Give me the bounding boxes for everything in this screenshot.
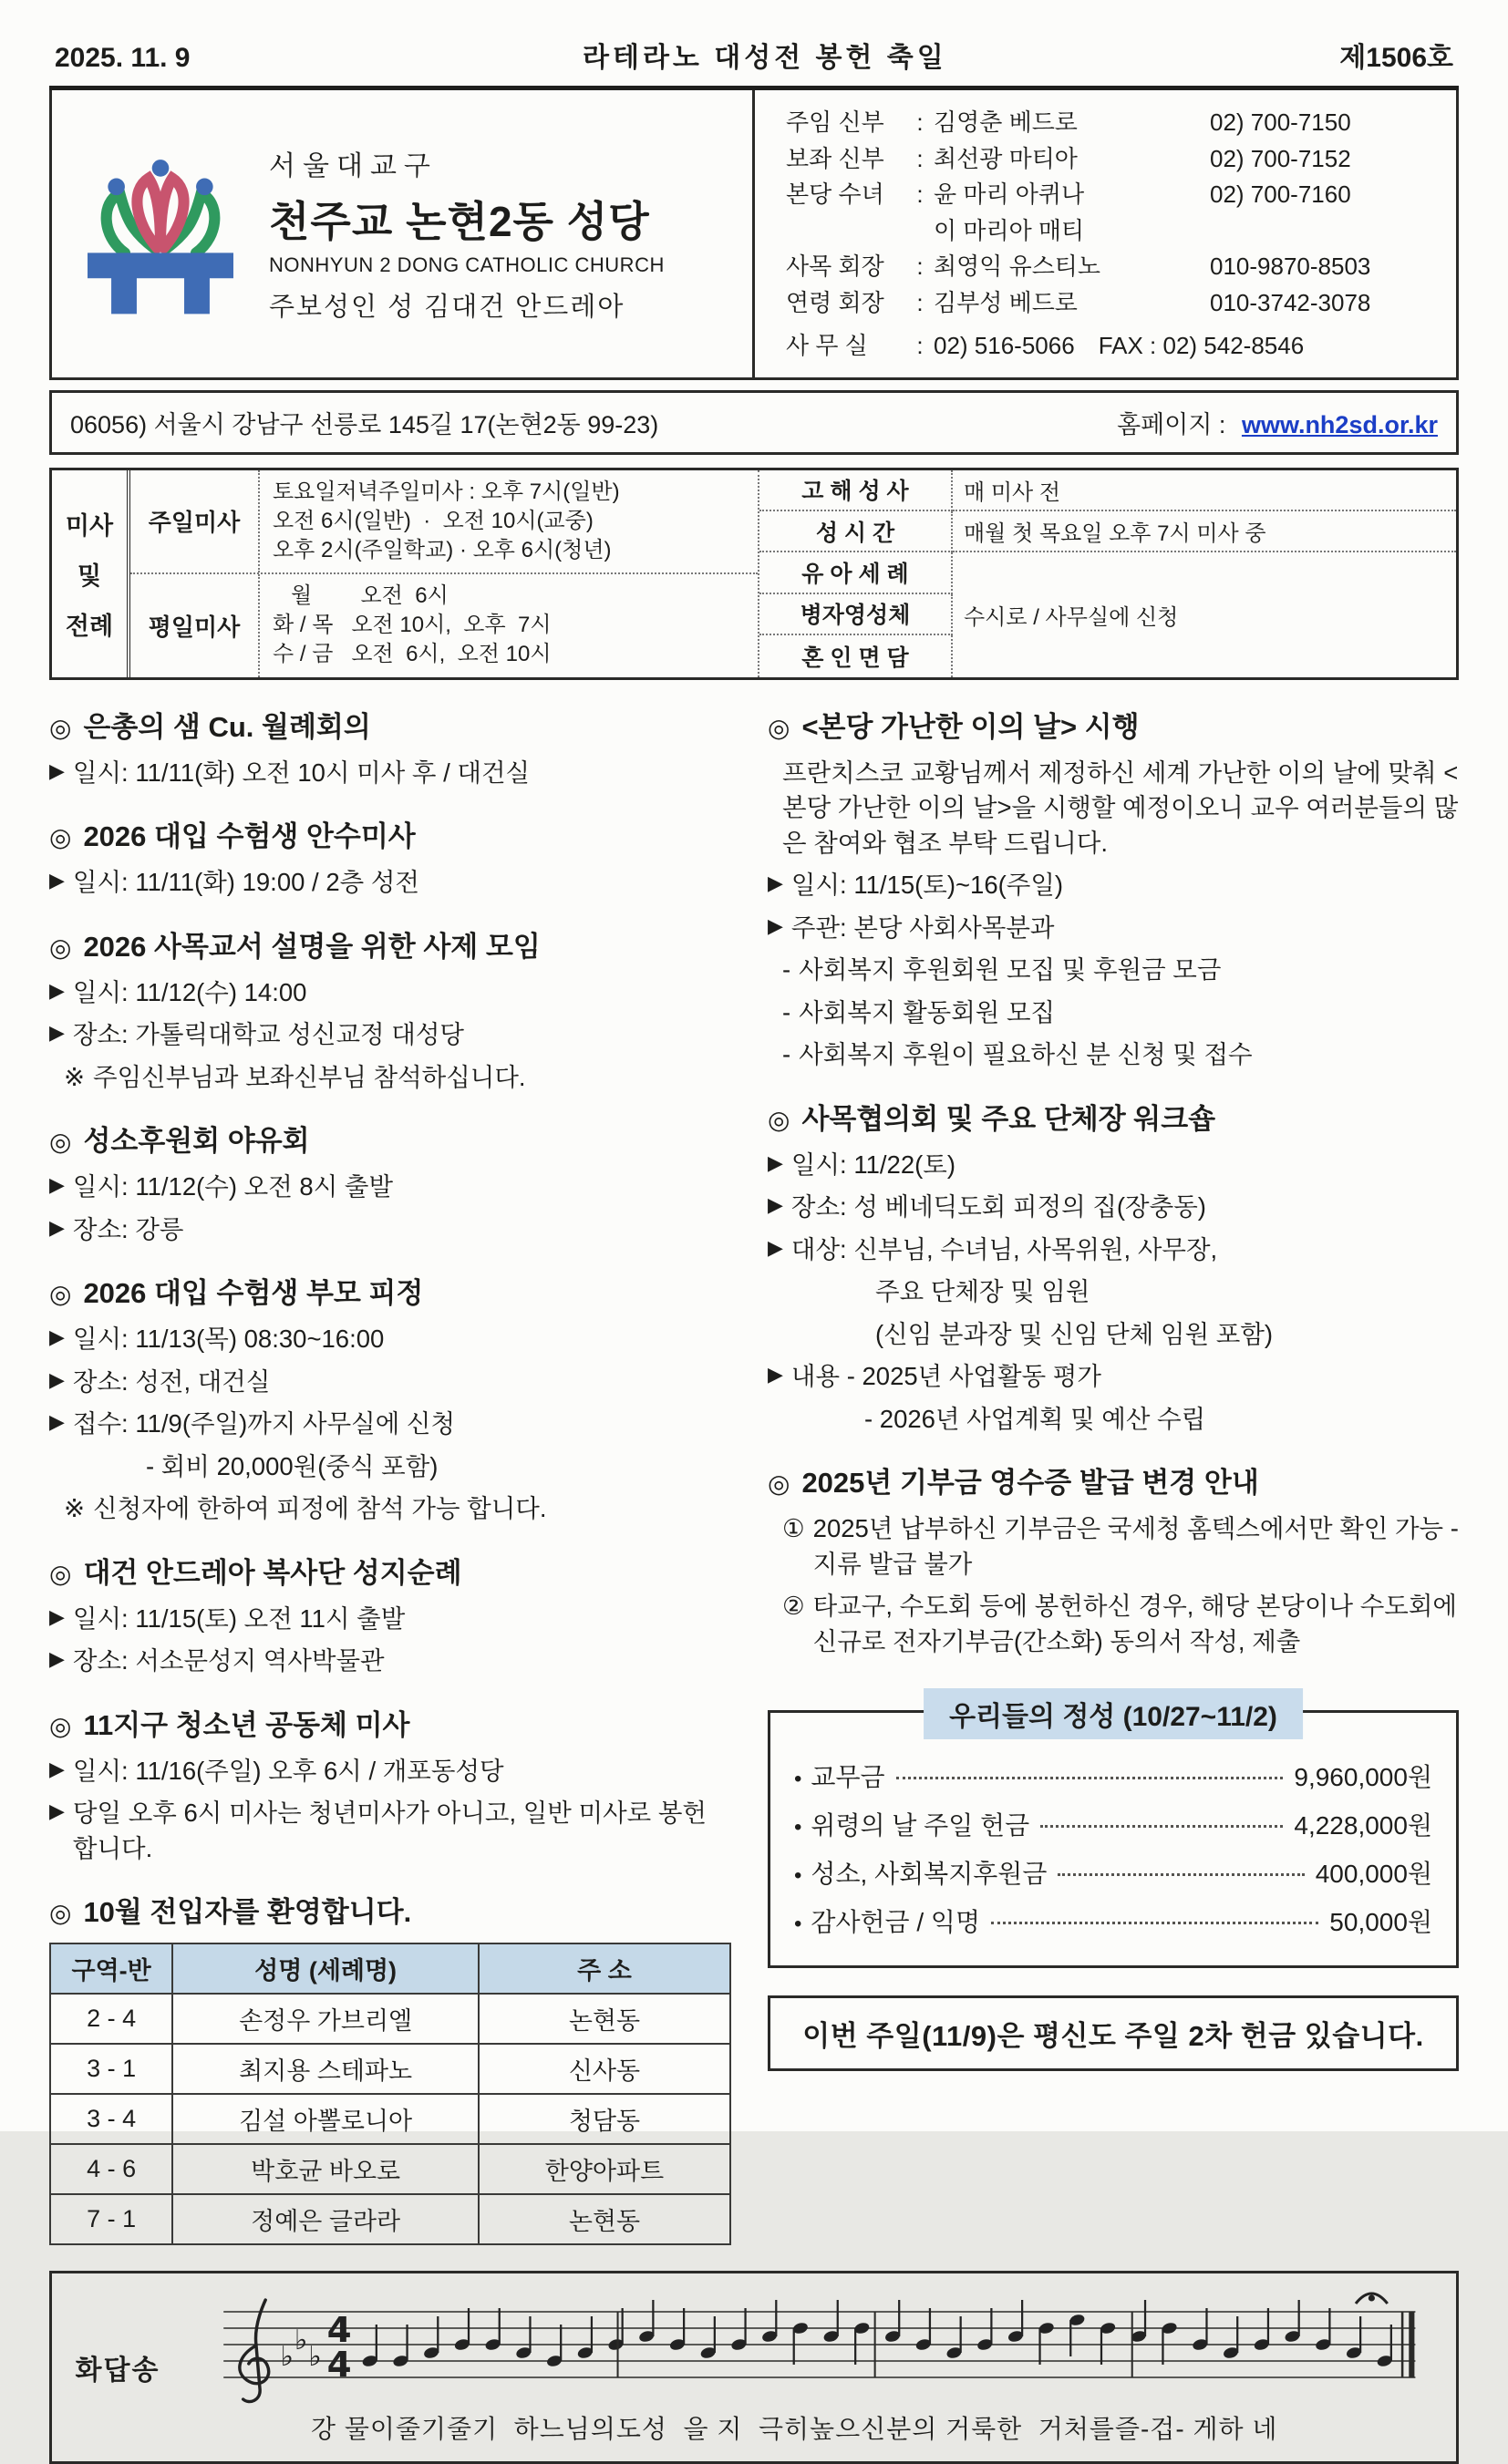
sacrament-label: 성 시 간: [759, 511, 953, 552]
line-text: 사회복지 활동회원 모집: [799, 997, 1056, 1026]
table-cell: 신사동: [479, 2044, 730, 2094]
offering-label: 성소, 사회복지후원금: [811, 1860, 1048, 1889]
line-marker-icon: ▶: [49, 758, 65, 782]
section-line: [768, 1359, 1459, 1395]
contact-colon: :: [916, 144, 924, 172]
section-line: [49, 1060, 731, 1096]
section-title: 2026 사목교서 설명을 위한 사제 모임: [83, 930, 541, 963]
offering-amount: 50,000원: [1329, 1908, 1432, 1937]
church-name-english: NONHYUN 2 DONG CATHOLIC CHURCH: [269, 253, 665, 277]
mass-time-line: 화 / 목 오전 10시, 오후 7시: [273, 613, 552, 638]
line-text: 장소: 성전, 대건실: [72, 1366, 271, 1396]
table-cell: 최지용 스테파노: [172, 2044, 479, 2094]
section-line: [768, 953, 1459, 988]
church-identity: [52, 90, 752, 377]
line-marker-icon: ▶: [49, 1757, 65, 1780]
table-cell: 정예은 글라라: [172, 2194, 479, 2244]
office-phone: 02) 516-5066: [934, 332, 1075, 360]
table-cell: 3 - 1: [50, 2044, 172, 2094]
line-marker-icon: ▶: [768, 913, 783, 937]
section-line: [49, 1322, 731, 1357]
contact-name: 윤 마리 아퀴나: [934, 180, 1085, 209]
sunday-mass-row: [130, 470, 758, 572]
section-line: [49, 1407, 731, 1442]
feast-title: 라테라노 대성전 봉헌 축일: [582, 43, 947, 73]
section-title: 10월 전입자를 환영합니다.: [83, 1896, 412, 1929]
line-marker-icon: ▶: [49, 1215, 65, 1239]
sacrament-label: 병자영성체: [759, 594, 953, 635]
line-text: 프란치스코 교황님께서 제정하신 세계 가난한 이의 날에 맞춰 <본당 가난한 이의 날>을 시행할 예정이오니 교우 여러분들의 많은 참여와 협조 부탁 드립니다.: [782, 758, 1459, 857]
line-marker-icon: ▶: [768, 1150, 783, 1174]
line-marker-icon: -: [782, 997, 791, 1026]
table-row: [50, 2144, 730, 2194]
contact-list: [752, 90, 1456, 377]
section-line: [49, 1170, 731, 1205]
dots-leader: [1058, 1873, 1304, 1876]
right-column: [768, 702, 1459, 2246]
bullet-icon: •: [794, 1767, 802, 1792]
section-line: [768, 756, 1459, 861]
section-line: [49, 1644, 731, 1679]
church-address: 06056) 서울시 강남구 선릉로 145길 17(논현2동 99-23): [70, 410, 659, 438]
section-line: [768, 1402, 1459, 1438]
offering-label: 감사헌금 / 익명: [811, 1908, 981, 1937]
contact-role: 보좌 신부: [786, 144, 884, 172]
sacrament-label: 유 아 세 례: [759, 552, 953, 593]
address-bar: [49, 390, 1459, 455]
line-marker-icon: ▶: [49, 1799, 65, 1823]
line-text: 일시: 11/15(토) 오전 11시 출발: [72, 1603, 406, 1633]
homepage-link[interactable]: www.nh2sd.or.kr: [1241, 410, 1438, 438]
section-heading: [49, 1550, 731, 1591]
contact-role: 사목 회장: [786, 253, 884, 281]
line-marker-icon: ▶: [49, 1410, 65, 1434]
line-marker-icon: ▶: [49, 1325, 65, 1349]
section-heading: [49, 1889, 731, 1930]
mass-times: [130, 470, 759, 677]
contact-name: 이 마리아 매티: [934, 216, 1085, 244]
sunday-mass-label: 주일미사: [130, 470, 260, 572]
offering-row: [794, 1806, 1432, 1842]
offering-row: [794, 1758, 1432, 1794]
line-marker-icon: ▶: [49, 978, 65, 1002]
music-staff-icon: [172, 2289, 1440, 2406]
mass-time-line: 수 / 금 오전 6시, 오전 10시: [273, 642, 552, 667]
section-line: [768, 1190, 1459, 1225]
section-line: [768, 1589, 1459, 1659]
responsorial-psalm-box: [49, 2271, 1459, 2464]
homepage-label: 홈페이지 :: [1117, 410, 1226, 438]
line-text: 일시: 11/11(화) 19:00 / 2층 성전: [72, 868, 419, 897]
section-title: 11지구 청소년 공동체 미사: [83, 1708, 410, 1741]
column-header: 주 소: [479, 1943, 730, 1994]
line-text: (신임 분과장 및 신임 단체 임원 포함): [875, 1319, 1274, 1348]
section-line: [768, 1274, 1459, 1310]
sacrament-schedule: [759, 470, 1456, 677]
section-title: 2026 대입 수험생 안수미사: [83, 820, 416, 853]
contact-name: 김부성 베드로: [934, 288, 1078, 316]
line-text: - 2026년 사업계획 및 예산 수립: [864, 1404, 1206, 1433]
section-line: [49, 865, 731, 901]
weekday-mass-times: [260, 574, 758, 676]
contact-role: 본당 수녀: [786, 180, 884, 209]
church-logo-icon: [76, 152, 245, 314]
issue-date: 2025. 11. 9: [55, 43, 191, 73]
line-marker-icon: ▶: [49, 1021, 65, 1045]
line-marker-icon: -: [782, 1040, 791, 1069]
section-line: [768, 1232, 1459, 1268]
contact-colon: :: [916, 288, 924, 316]
mass-schedule-table: [49, 468, 1459, 680]
line-text: 장소: 강릉: [72, 1214, 184, 1243]
section-title: 성소후원회 야유회: [83, 1125, 310, 1158]
section-line: [49, 1602, 731, 1637]
table-cell: 7 - 1: [50, 2194, 172, 2244]
left-column: [49, 702, 731, 2246]
mass-time-line: 오후 2시(주일학교) · 오후 6시(청년): [273, 537, 612, 562]
table-cell: 3 - 4: [50, 2094, 172, 2144]
office-label: 사 무 실: [786, 332, 868, 360]
section-line: [49, 1365, 731, 1400]
table-row: [50, 2044, 730, 2094]
section-line: [768, 1317, 1459, 1353]
line-text: 대상: 신부님, 수녀님, 사목위원, 사무장,: [790, 1234, 1218, 1263]
section-heading: [49, 813, 731, 854]
section-bullet-icon: ◎: [49, 1280, 72, 1309]
line-text: 주임신부님과 보좌신부님 참석하십니다.: [93, 1062, 526, 1091]
line-text: 일시: 11/13(목) 08:30~16:00: [72, 1325, 385, 1354]
contact-role: 연령 회장: [786, 288, 884, 316]
line-text: 일시: 11/12(수) 14:00: [72, 977, 307, 1006]
holy-hour-value: 매월 첫 목요일 오후 7시 미사 중: [953, 511, 1456, 552]
line-text: 신청자에 한하여 피정에 참석 가능 합니다.: [93, 1494, 547, 1523]
section-bullet-icon: ◎: [49, 933, 72, 962]
church-name-block: [269, 143, 665, 324]
column-header: 구역-반: [50, 1943, 172, 1994]
section-line: [49, 975, 731, 1011]
section-heading: [49, 923, 731, 964]
line-marker-icon: ▶: [49, 1173, 65, 1197]
line-text: 내용 - 2025년 사업활동 평가: [790, 1362, 1101, 1391]
contact-name: 최선광 마티아: [934, 144, 1078, 172]
section-line: [49, 1796, 731, 1866]
line-marker-icon: ▶: [768, 1193, 783, 1217]
line-text: 타교구, 수도회 등에 봉헌하신 경우, 해당 본당이나 수도회에 신규로 전자기부금(간소화) 동의서 작성, 제출: [812, 1592, 1457, 1655]
section-heading: [768, 704, 1459, 745]
dots-leader: [896, 1777, 1284, 1779]
line-marker-icon: ▶: [768, 1363, 783, 1387]
table-row: [50, 2194, 730, 2244]
offering-amount: 4,228,000원: [1294, 1811, 1432, 1840]
section-bullet-icon: ◎: [768, 1105, 790, 1134]
section-title: 은총의 샘 Cu. 월례회의: [83, 710, 371, 743]
psalm-music: [172, 2289, 1440, 2446]
second-collection-notice: [768, 1995, 1459, 2071]
line-text: 장소: 서소문성지 역사박물관: [72, 1646, 385, 1675]
table-cell: 4 - 6: [50, 2144, 172, 2194]
table-cell: 한양아파트: [479, 2144, 730, 2194]
contact-phone: 02) 700-7160: [1210, 180, 1351, 209]
line-text: 당일 오후 6시 미사는 청년미사가 아니고, 일반 미사로 봉헌 합니다.: [72, 1799, 707, 1862]
contact-row: [786, 213, 1438, 250]
weekday-mass-row: [130, 572, 758, 676]
mass-time-line: 오전 6시(일반) · 오전 10시(교중): [273, 508, 594, 533]
sacrament-label: 고 해 성 사: [759, 470, 953, 511]
line-text: 접수: 11/9(주일)까지 사무실에 신청: [72, 1409, 456, 1438]
offering-row: [794, 1854, 1432, 1891]
announcements: [49, 702, 1459, 2246]
right-sections: [768, 704, 1459, 1660]
notice-text: 이번 주일(11/9)은 평신도 주일 2차 헌금 있습니다.: [802, 2020, 1424, 2053]
section-line: [49, 1449, 731, 1485]
table-cell: 손정우 가브리엘: [172, 1994, 479, 2044]
section-heading: [768, 1459, 1459, 1500]
section-line: [768, 995, 1459, 1031]
line-marker-icon: ②: [782, 1592, 805, 1621]
office-fax: FAX : 02) 542-8546: [1098, 332, 1305, 360]
section-line: [768, 1148, 1459, 1183]
section-line: [768, 911, 1459, 946]
contact-phone: 02) 700-7152: [1210, 144, 1351, 172]
church-info-box: [49, 90, 1459, 380]
section-bullet-icon: ◎: [49, 1559, 72, 1588]
contact-phone: 010-9870-8503: [1210, 253, 1371, 281]
section-title: 2026 대입 수험생 부모 피정: [83, 1277, 424, 1310]
svg-text:4: 4: [326, 2345, 352, 2386]
contact-row: [786, 141, 1438, 178]
diocese-name: 서울대교구: [269, 151, 438, 182]
homepage-row: [1117, 405, 1438, 440]
section-heading: [49, 1118, 731, 1159]
line-text: 사회복지 후원이 필요하신 분 신청 및 접수: [799, 1040, 1253, 1069]
section-line: [768, 1037, 1459, 1073]
table-cell: 김설 아뽈로니아: [172, 2094, 479, 2144]
contact-row: [786, 249, 1438, 285]
contact-row: [786, 285, 1438, 322]
line-text: 일시: 11/22(토): [790, 1150, 955, 1179]
contact-phone: 010-3742-3078: [1210, 288, 1371, 316]
newcomers-table: [49, 1943, 731, 2245]
weekday-mass-label: 평일미사: [130, 574, 260, 676]
bullet-icon: •: [794, 1863, 802, 1889]
table-cell: 논현동: [479, 1994, 730, 2044]
section-line: [49, 1754, 731, 1789]
line-text: - 회비 20,000원(중식 포함): [146, 1451, 439, 1480]
offering-amount: 9,960,000원: [1294, 1763, 1432, 1792]
table-row: [50, 2094, 730, 2144]
line-text: 일시: 11/12(수) 오전 8시 출발: [72, 1172, 394, 1201]
line-marker-icon: ▶: [768, 1235, 783, 1259]
mass-side-label: [52, 470, 130, 677]
contact-phone: 02) 700-7150: [1210, 108, 1351, 136]
offering-box: [768, 1702, 1459, 1968]
section-title: 대건 안드레아 복사단 성지순례: [83, 1556, 462, 1589]
section-title: 2025년 기부금 영수증 발급 변경 안내: [801, 1467, 1259, 1500]
line-text: 일시: 11/16(주일) 오후 6시 / 개포동성당: [72, 1756, 504, 1785]
contact-name: 김영춘 베드로: [934, 108, 1078, 136]
section-bullet-icon: ◎: [768, 1469, 790, 1499]
section-bullet-icon: ◎: [49, 1899, 72, 1928]
section-line: [49, 1017, 731, 1053]
office-colon: :: [916, 332, 924, 360]
bullet-icon: •: [794, 1815, 802, 1840]
line-text: 일시: 11/11(화) 오전 10시 미사 후 / 대건실: [72, 758, 531, 787]
mass-side-word: 전례: [65, 612, 114, 640]
mass-time-line: 월 오전 6시: [273, 583, 449, 609]
offering-row: [794, 1902, 1432, 1939]
line-marker-icon: ▶: [49, 869, 65, 892]
section-heading: [49, 704, 731, 745]
line-marker-icon: ※: [64, 1062, 86, 1091]
line-marker-icon: ▶: [49, 1604, 65, 1628]
left-sections: [49, 704, 731, 1931]
svg-text:♭: ♭: [294, 2325, 308, 2356]
line-text: 주관: 본당 사회사목분과: [790, 912, 1055, 942]
offering-label: 교무금: [811, 1763, 885, 1792]
column-header: 성명 (세례명): [172, 1943, 479, 1994]
section-title: <본당 가난한 이의 날> 시행: [801, 710, 1140, 743]
line-marker-icon: ▶: [49, 1367, 65, 1391]
table-row: [50, 1994, 730, 2044]
section-line: [768, 868, 1459, 903]
office-row: [786, 328, 1438, 365]
issue-number: 제1506호: [1339, 43, 1453, 73]
line-marker-icon: ▶: [768, 871, 783, 895]
contact-colon: :: [916, 108, 924, 136]
section-line: [768, 1511, 1459, 1582]
dots-leader: [1040, 1825, 1283, 1828]
section-bullet-icon: ◎: [49, 823, 72, 852]
section-bullet-icon: ◎: [49, 713, 72, 742]
section-line: [49, 756, 731, 791]
offering-title: 우리들의 정성 (10/27~11/2): [924, 1688, 1303, 1739]
line-marker-icon: ※: [64, 1494, 86, 1523]
line-text: 주요 단체장 및 임원: [875, 1277, 1090, 1306]
mass-time-line: 토요일저녁주일미사 : 오후 7시(일반): [273, 479, 620, 504]
section-heading: [768, 1096, 1459, 1137]
section-line: [49, 1212, 731, 1248]
sacrament-label: 혼 인 면 담: [759, 635, 953, 676]
contact-colon: :: [916, 253, 924, 281]
sunday-mass-times: [260, 470, 758, 572]
table-cell: 청담동: [479, 2094, 730, 2144]
line-marker-icon: ▶: [49, 1647, 65, 1671]
table-cell: 박호균 바오로: [172, 2144, 479, 2194]
patron-saint: 주보성인 성 김대건 안드레아: [269, 293, 625, 323]
section-line: [49, 1491, 731, 1527]
section-bullet-icon: ◎: [49, 1711, 72, 1740]
line-marker-icon: ①: [782, 1514, 805, 1543]
section-heading: [49, 1702, 731, 1743]
psalm-label: 화답송: [75, 2356, 160, 2387]
svg-text:♭: ♭: [308, 2341, 322, 2373]
svg-text:4: 4: [326, 2310, 352, 2351]
table-header-row: [50, 1943, 730, 1994]
psalm-lyrics: 강 물이줄기줄기 하느님의도성 을 지 극히높으신분의 거룩한 거처를즐-겁- 게하 네: [311, 2415, 1278, 2444]
offering-label: 위령의 날 주일 헌금: [811, 1811, 1030, 1840]
section-bullet-icon: ◎: [768, 713, 790, 742]
line-text: 사회복지 후원회원 모집 및 후원금 모금: [799, 955, 1222, 985]
section-bullet-icon: ◎: [49, 1128, 72, 1157]
masthead: [49, 27, 1459, 90]
contact-colon: :: [916, 180, 924, 209]
line-text: 장소: 가톨릭대학교 성신교정 대성당: [72, 1020, 464, 1049]
contact-row: [786, 105, 1438, 141]
mass-side-word: 및: [77, 562, 102, 590]
contact-name: 최영익 유스티노: [934, 253, 1101, 281]
contact-role: 주임 신부: [786, 108, 884, 136]
request-value: 수시로 / 사무실에 신청: [964, 604, 1179, 630]
line-text: 일시: 11/15(토)~16(주일): [790, 871, 1064, 900]
bullet-icon: •: [794, 1912, 802, 1937]
dots-leader: [991, 1922, 1318, 1924]
offering-amount: 400,000원: [1315, 1860, 1432, 1889]
table-cell: 논현동: [479, 2194, 730, 2244]
offering-list: [794, 1758, 1432, 1939]
section-heading: [49, 1270, 731, 1311]
contact-row: [786, 177, 1438, 213]
line-marker-icon: -: [782, 955, 791, 985]
section-title: 사목협의회 및 주요 단체장 워크숍: [801, 1102, 1216, 1135]
confession-value: 매 미사 전: [953, 470, 1456, 511]
church-name: 천주교 논현2동 성당: [269, 198, 650, 246]
line-text: 장소: 성 베네딕도회 피정의 집(장충동): [790, 1192, 1206, 1222]
mass-side-word: 미사: [65, 511, 114, 540]
line-text: 2025년 납부하신 기부금은 국세청 홈텍스에서만 확인 가능 - 지류 발급 불가: [812, 1514, 1459, 1578]
svg-text:♭: ♭: [280, 2341, 294, 2373]
table-cell: 2 - 4: [50, 1994, 172, 2044]
